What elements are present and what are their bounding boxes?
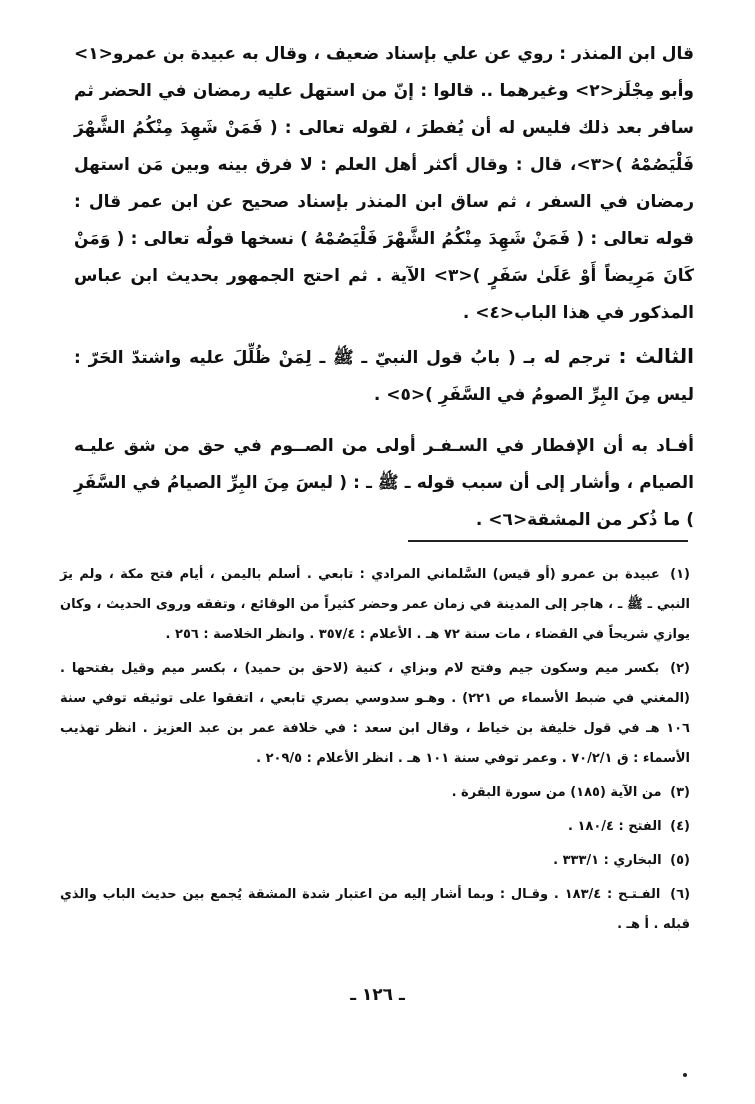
body-paragraph-2-text: ترجم له بـ ( بابُ قول النبيّ ـ ﷺ ـ لِمَنْ ظُلِّلَ عليه واشتدّ الحَرّ : ليس مِنَ البِرِّ الصومُ في السَّفَرِ )<٥> . [74,348,694,405]
scan-speck [683,1073,687,1077]
footnote [60,880,690,940]
footnote-number: (٣) [670,785,690,800]
footnote [60,654,690,774]
footnote-number: (٥) [670,853,690,868]
footnote-divider [408,540,688,542]
main-body [74,36,694,539]
footnote [60,560,690,650]
footnote-text: الفـتـح : ١٨٣/٤ . وقـال : وبما أشار إليه من اعتبار شدة المشقة يُجمع بين حديث الباب والذي قبله . أ هـ . [60,887,690,932]
section-lead: الثالث : [618,344,694,368]
footnote-text: بكسر ميم وسكون جيم وفتح لام وبزاي ، كنية (لاحق بن حميد) ، بكسر ميم وقيل بفتحها . (المغني في ضبط الأسماء ص ٢٢١) . وهـو سدوسي بصري تابعي ، اتفقوا على توثيقه توفي سنة ١٠٦ هـ في قول خليفة بن خياط ، وقال ابن سعد : في خلافة عمر بن عبد العزيز . انظر تهذيب الأسماء : ق ٧٠/٢/١ . وعمر توفي سنة ١٠١ هـ . انظر الأعلام : ٢٠٩/٥ . [60,661,690,766]
body-paragraph-2 [74,338,694,414]
footnote-number: (٦) [670,887,691,902]
footnote [60,846,690,876]
footnote-text: الفتح : ١٨٠/٤ . [568,819,662,834]
footnote-number: (٢) [670,661,690,676]
page-number: ـ ١٢٦ ـ [350,985,405,1005]
footnote-number: (١) [670,567,690,582]
body-paragraph-1: قال ابن المنذر : روي عن علي بإسناد ضعيف ، وقال به عبيدة بن عمرو<١> وأبو مِجْلَز<٢> وغيرهما .. قالوا : إنّ من استهل عليه رمضان في الحضر ثم سافر بعد ذلك فليس له أن يُفطرَ ، لقوله تعالى : ( فَمَنْ شَهِدَ مِنْكُمُ الشَّهْرَ فَلْيَصُمْهُ )<٣>، قال : وقال أكثر أهل العلم : لا فرق بينه وبين مَن استهل رمضان في السفر ، ثم ساق ابن المنذر بإسناد صحيح عن ابن عمر قال : قوله تعالى : ( فَمَنْ شَهِدَ مِنْكُمُ الشَّهْرَ فَلْيَصُمْهُ ) نسخها قولُه تعالى : ( وَمَنْ كَانَ مَرِيضاً أَوْ عَلَىٰ سَفَرٍ )<٣> الآية . ثم احتج الجمهور بحديث ابن عباس المذكور في هذا الباب<٤> . [74,44,694,323]
footnotes [60,560,690,944]
footnote [60,812,690,842]
body-paragraph-3: أفـاد به أن الإفطار في السـفـر أولى من الصــوم في حق من شق عليـه الصيام ، وأشار إلى أن سبب قوله ـ ﷺ ـ : ( ليسَ مِنَ البِرِّ الصيامُ في السَّفَرِ ) ما ذُكر من المشقة<٦> . [74,436,694,530]
footnote-text: عبيدة بن عمرو (أو قيس) السَّلماني المرادي : تابعي . أسلم باليمن ، أيام فتح مكة ، ولم يرَ النبي ـ ﷺ ـ ، هاجر إلى المدينة في زمان عمر وحضر كثيراً من الوقائع ، وتفقه وروى الحديث ، وكان يوازي شريحاً في القضاء ، مات سنة ٧٢ هـ . الأعلام : ٣٥٧/٤ . وانظر الخلاصة : ٢٥٦ . [60,567,690,642]
footnote [60,778,690,808]
footnote-text: من الآية (١٨٥) من سورة البقرة . [451,785,662,800]
footnote-number: (٤) [670,819,690,834]
footnote-text: البخاري : ٣٣٣/١ . [553,853,662,868]
